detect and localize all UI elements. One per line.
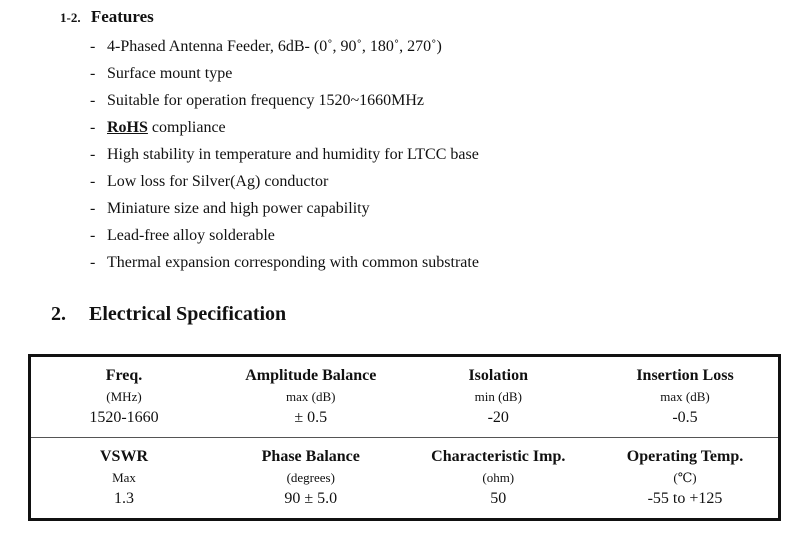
feature-item: - 4-Phased Antenna Feeder, 6dB- (0˚, 90˚, 180˚, 270˚)	[90, 38, 442, 55]
feature-text: Lead-free alloy solderable	[107, 227, 275, 244]
feature-item: - Low loss for Silver(Ag) conductor	[90, 173, 329, 190]
table-header-cell: VSWR	[30, 438, 218, 467]
table-header-cell: Insertion Loss	[636, 367, 734, 384]
table-value-row	[30, 409, 780, 438]
table-value-cell: -55 to +125	[647, 490, 723, 507]
rohs-term: RoHS	[107, 119, 148, 136]
table-value-row	[30, 490, 780, 520]
feature-text: Miniature size and high power capability	[107, 200, 370, 217]
table-value-cell: 90 ± 5.0	[284, 490, 338, 507]
feature-text: Low loss for Silver(Ag) conductor	[107, 173, 329, 190]
table-header-cell: Operating Temp.	[592, 438, 780, 467]
table-header-row	[30, 438, 780, 467]
feature-text: 4-Phased Antenna Feeder, 6dB- (0˚, 90˚, 180˚, 270˚)	[107, 38, 442, 55]
table-unit-cell: Max	[112, 470, 136, 485]
feature-text: compliance	[147, 119, 226, 136]
table-header-cell: Amplitude Balance	[245, 367, 377, 384]
table-unit-cell: max (dB)	[286, 389, 336, 404]
table-value-cell: ± 0.5	[294, 409, 328, 426]
feature-text: Surface mount type	[107, 65, 233, 82]
features-heading	[60, 6, 154, 29]
features-number: 1-2.	[60, 10, 81, 25]
table-unit-row	[30, 385, 780, 409]
table-unit-cell: (ohm)	[482, 470, 515, 485]
spec-table	[28, 354, 781, 521]
section-number: 2.	[51, 303, 66, 325]
table-unit-cell: min (dB)	[474, 389, 522, 404]
feature-text: Thermal expansion corresponding with common substrate	[107, 254, 479, 271]
table-header-cell: Isolation	[468, 367, 529, 384]
features-title: Features	[90, 7, 154, 26]
feature-item: - Lead-free alloy solderable	[90, 227, 275, 244]
feature-item: - Suitable for operation frequency 1520~1660MHz	[90, 92, 425, 109]
section-title: Electrical Specification	[89, 303, 287, 325]
feature-item: - Thermal expansion corresponding with common substrate	[90, 254, 479, 271]
table-header-cell: Freq.	[105, 367, 143, 384]
section-heading	[51, 301, 286, 327]
table-unit-cell: (degrees)	[286, 470, 335, 485]
table-unit-cell: max (dB)	[660, 389, 710, 404]
feature-item: - High stability in temperature and humidity for LTCC base	[90, 146, 479, 163]
table-value-cell: -0.5	[672, 409, 698, 426]
table-value-cell: 1520-1660	[89, 409, 159, 426]
feature-item: - Surface mount type	[90, 65, 233, 82]
feature-item: - RoHS compliance	[90, 119, 226, 136]
table-unit-row	[30, 466, 780, 490]
table-value-cell: -20	[487, 409, 509, 426]
feature-text: Suitable for operation frequency 1520~1660MHz	[107, 92, 425, 109]
feature-item: - Miniature size and high power capability	[90, 200, 370, 217]
table-header-cell: Characteristic Imp.	[405, 438, 593, 467]
feature-list	[90, 33, 479, 276]
table-header-cell: Phase Balance	[217, 438, 405, 467]
table-header-row	[30, 356, 780, 386]
feature-text: High stability in temperature and humidity for LTCC base	[107, 146, 479, 163]
table-unit-cell: (℃)	[673, 470, 697, 485]
table-unit-cell: (MHz)	[106, 389, 142, 404]
table-value-cell: 1.3	[114, 490, 134, 507]
table-value-cell: 50	[490, 490, 507, 507]
